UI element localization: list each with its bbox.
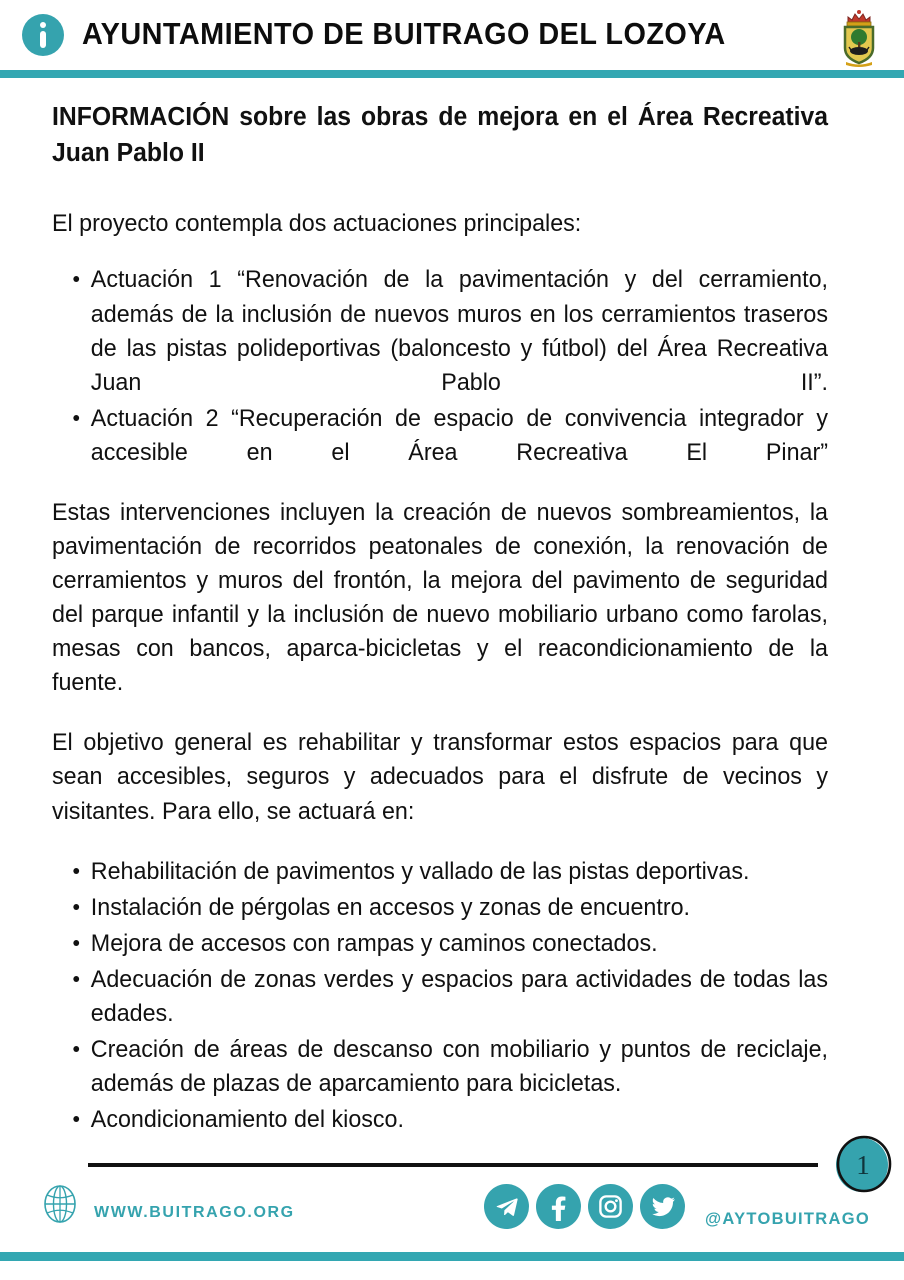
bullet-dot-icon — [73, 976, 79, 982]
list-item — [52, 402, 828, 470]
page-number: 1 — [856, 1149, 870, 1180]
list-item — [52, 927, 828, 961]
list-item — [52, 263, 828, 399]
list-item — [52, 855, 828, 889]
header-title: AYUNTAMIENTO DE BUITRAGO DEL LOZOYA — [82, 16, 726, 51]
list-item-text: Creación de áreas de descanso con mobiliario y puntos de reciclaje, además de plazas de aparcamiento para bicicletas. — [90, 1036, 829, 1098]
actuaciones-list — [52, 263, 828, 469]
list-item-text: Actuación 2 “Recuperación de espacio de convivencia integrador y accesible en el Área Recreativa El Pinar” — [90, 404, 829, 466]
website-url[interactable]: WWW.BUITRAGO.ORG — [94, 1204, 295, 1221]
list-item-text: Mejora de accesos con rampas y caminos conectados. — [90, 929, 658, 957]
list-item-text: Actuación 1 “Renovación de la pavimentación y del cerramiento, además de la inclusión de nuevos muros en los cerramientos traseros de las pistas polideportivas (baloncesto y fútbol) del Área Recreativa Juan Pablo II”. — [90, 266, 829, 396]
bullet-dot-icon — [73, 904, 79, 910]
page-footer — [0, 1182, 904, 1244]
footer-divider-rule — [88, 1163, 818, 1167]
twitter-icon[interactable] — [640, 1184, 685, 1229]
list-item — [52, 1103, 828, 1137]
list-item — [52, 1033, 828, 1101]
page-header — [0, 0, 904, 70]
intervenciones-paragraph: Estas intervenciones incluyen la creación de nuevos sombreamientos, la pavimentación de recorridos peatonales de conexión, la renovación de cerramientos y muros del frontón, la mejora del pavimento de seguridad del parque infantil y la inclusión de nuevo mobiliario urbano como farolas, mesas con bancos, aparca-bicicletas y el reacondicionamiento de la fuente. — [52, 498, 828, 697]
list-item — [52, 891, 828, 925]
document-title: INFORMACIÓN sobre las obras de mejora en el Área Recreativa Juan Pablo II — [52, 103, 828, 167]
list-item-text: Rehabilitación de pavimentos y vallado de las pistas deportivas. — [90, 857, 750, 885]
header-divider-rule — [0, 70, 904, 78]
facebook-icon[interactable] — [536, 1184, 581, 1229]
bullet-dot-icon — [73, 415, 79, 421]
coat-of-arms-icon — [832, 6, 886, 68]
acciones-list — [52, 855, 828, 1138]
bullet-dot-icon — [73, 1046, 79, 1052]
telegram-icon[interactable] — [484, 1184, 529, 1229]
list-item-text: Acondicionamiento del kiosco. — [90, 1106, 404, 1134]
footer-bottom-rule — [0, 1252, 904, 1261]
bullet-dot-icon — [73, 1116, 79, 1122]
info-icon — [22, 14, 64, 56]
intro-paragraph: El proyecto contempla dos actuaciones principales: — [52, 210, 582, 238]
globe-icon — [40, 1182, 80, 1226]
list-item-text: Adecuación de zonas verdes y espacios para actividades de todas las edades. — [90, 965, 829, 1027]
social-links — [484, 1184, 685, 1229]
list-item-text: Instalación de pérgolas en accesos y zonas de encuentro. — [90, 893, 691, 921]
list-item — [52, 963, 828, 1031]
bullet-dot-icon — [73, 276, 79, 282]
bullet-dot-icon — [73, 868, 79, 874]
objetivo-paragraph: El objetivo general es rehabilitar y transformar estos espacios para que sean accesibles, seguros y adecuados para el disfrute de vecinos y visitantes. Para ello, se actuará en: — [52, 729, 828, 825]
social-handle[interactable]: @AYTOBUITRAGO — [705, 1210, 871, 1228]
instagram-icon[interactable] — [588, 1184, 633, 1229]
document-body — [52, 100, 852, 1163]
bullet-dot-icon — [73, 940, 79, 946]
